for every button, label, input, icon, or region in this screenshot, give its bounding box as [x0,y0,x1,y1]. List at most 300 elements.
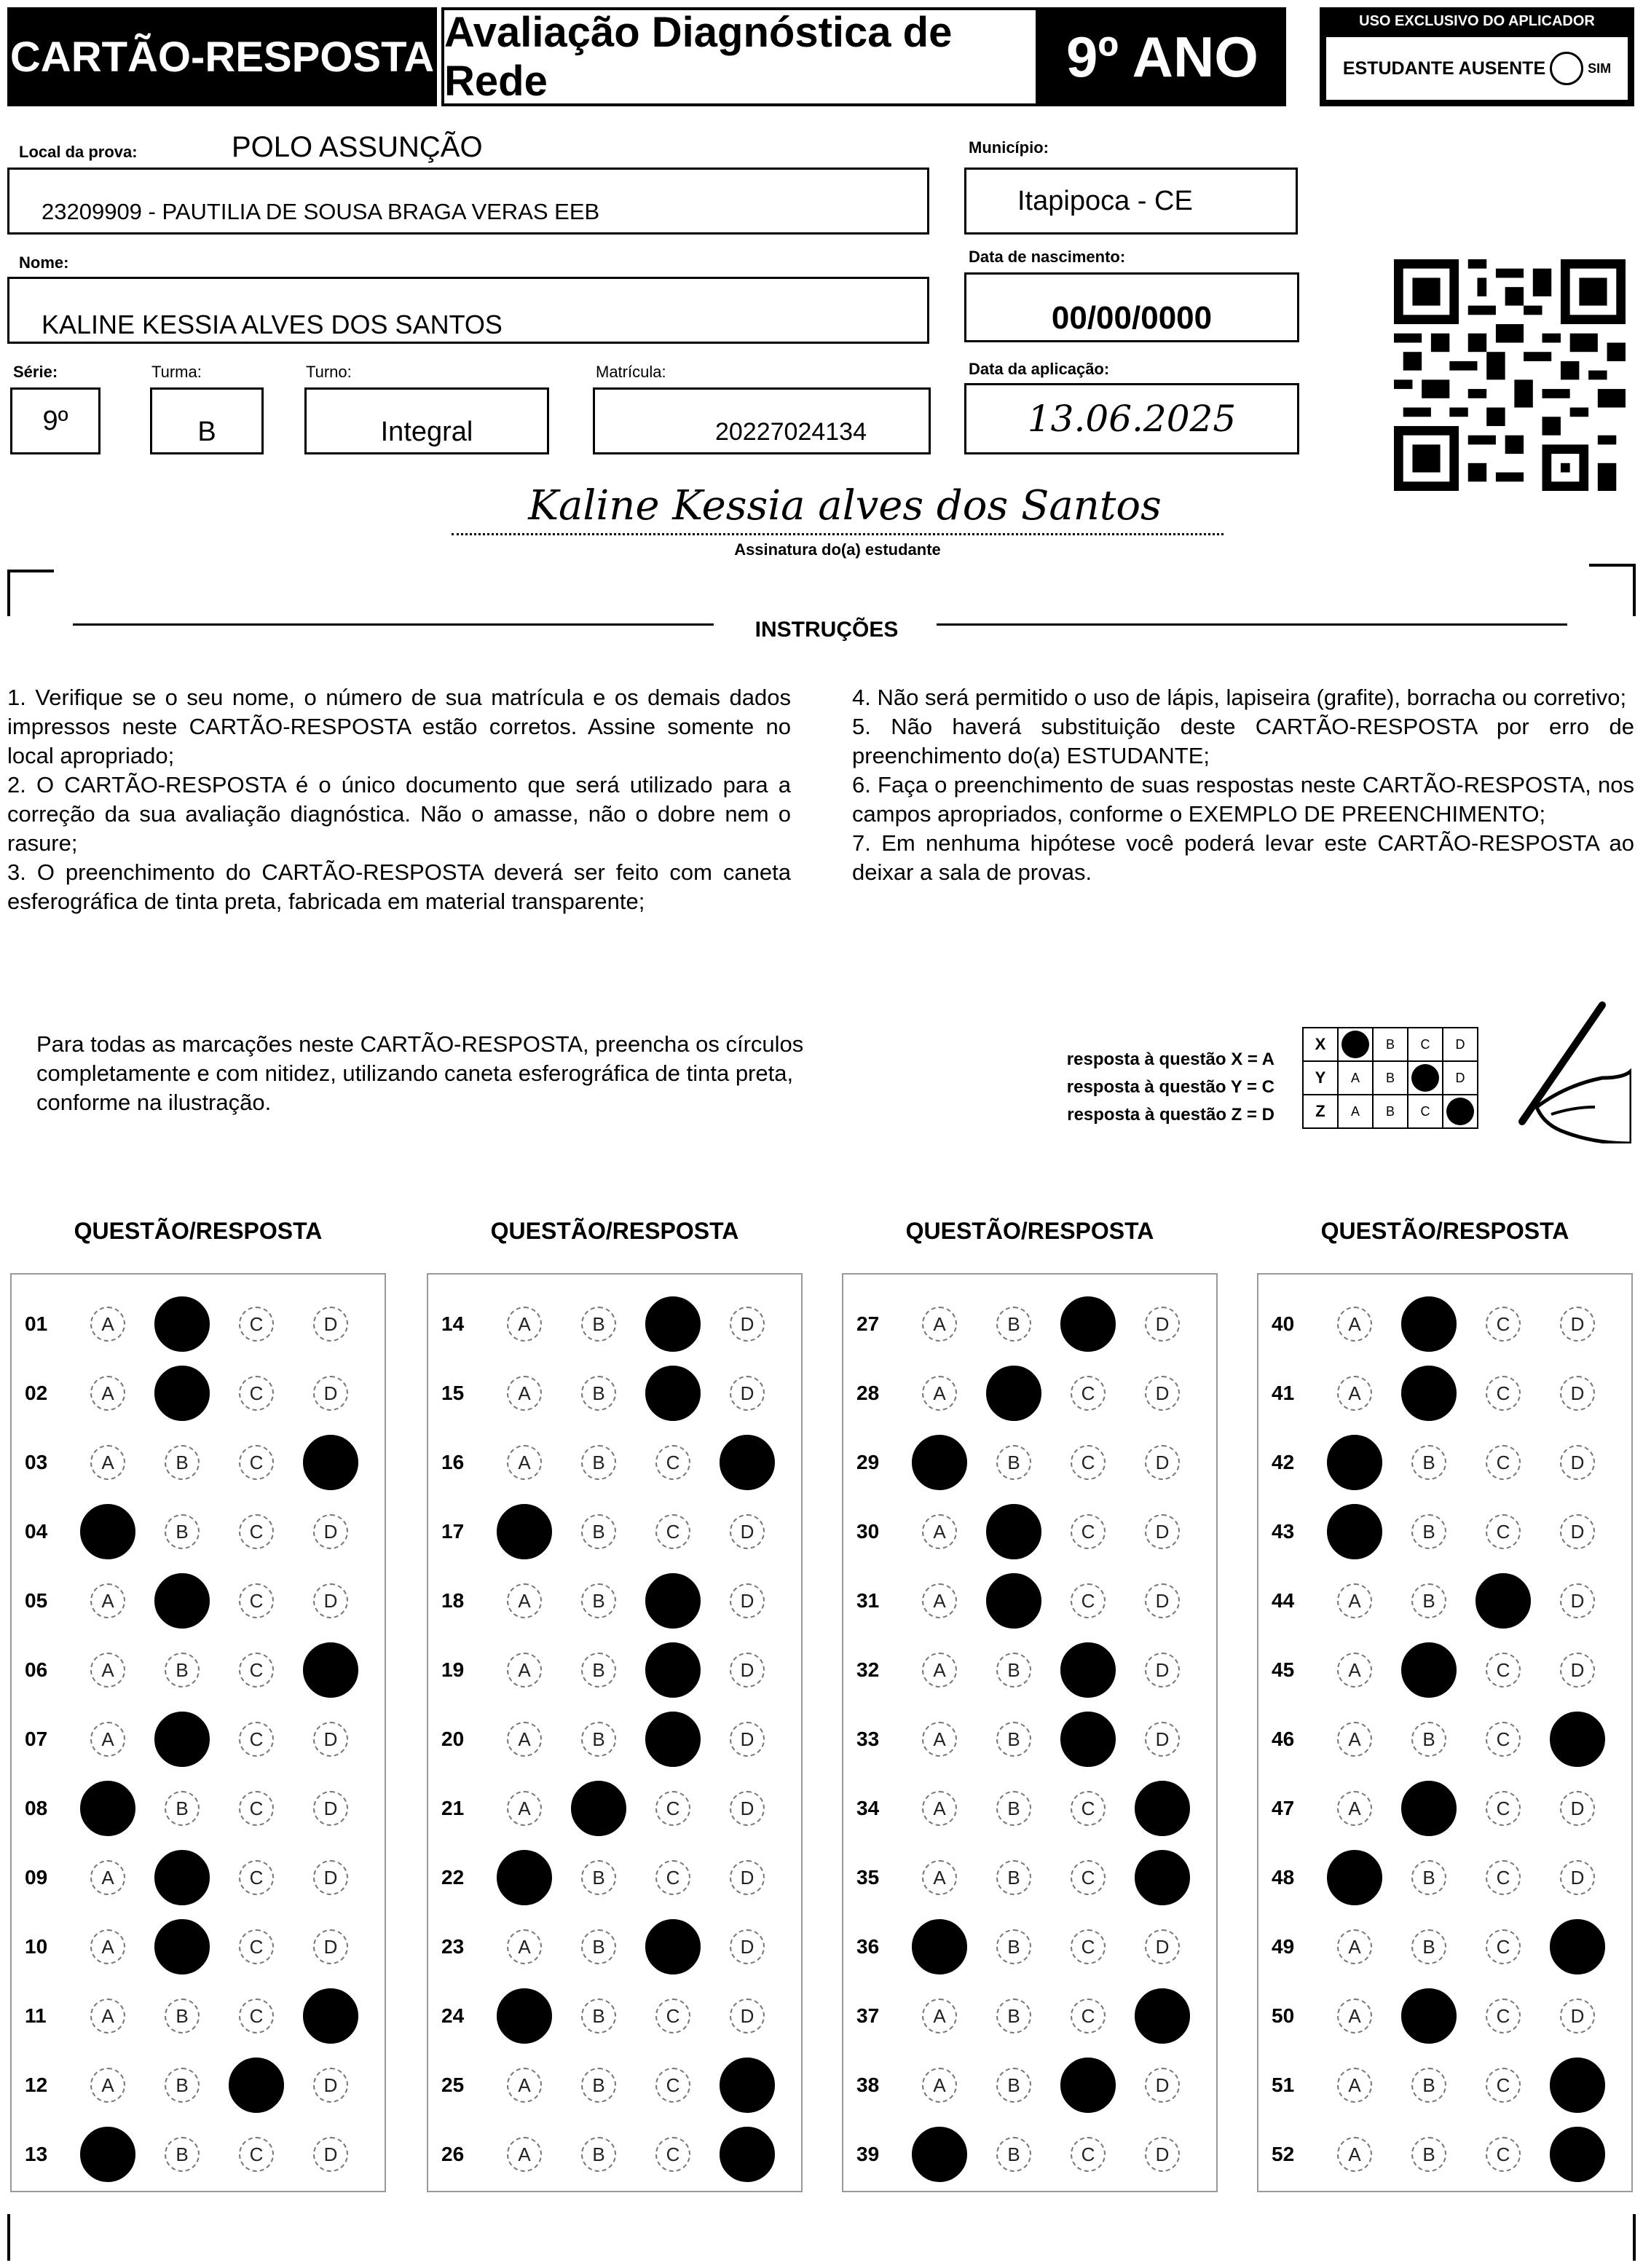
answer-bubble[interactable] [1411,1860,1446,1895]
answer-row [12,1579,387,1623]
answer-bubble[interactable] [581,1860,616,1895]
question-number: 47 [1272,1797,1295,1819]
answer-option-label: B [176,1520,189,1543]
answer-bubble[interactable] [90,1653,125,1688]
answer-bubble[interactable] [313,1929,348,1964]
answer-bubble[interactable] [996,1653,1031,1688]
instruction-7: 7. Em nenhuma hipótese você poderá levar este CARTÃO-RESPOSTA ao deixar a sala de provas. [852,830,1634,885]
answer-bubble-filled[interactable] [645,1296,701,1352]
answer-bubble[interactable] [581,1514,616,1549]
answer-bubble-filled[interactable] [303,1642,358,1698]
answer-bubble[interactable] [1486,2137,1521,2172]
answer-row [843,1717,1219,1761]
answer-bubble[interactable] [655,1445,690,1480]
answer-option-label: B [1007,2143,1020,2165]
answer-bubble[interactable] [239,1445,274,1480]
answer-bubble[interactable] [1071,1376,1106,1411]
answer-bubble-filled[interactable] [1401,1988,1457,2044]
question-number: 49 [1272,1935,1295,1958]
answer-bubble[interactable] [90,1376,125,1411]
answer-bubble-filled[interactable] [571,1781,626,1836]
answer-bubble[interactable] [996,1307,1031,1342]
answer-bubble-filled[interactable] [1327,1850,1382,1905]
answer-option-label: D [1155,1312,1170,1335]
answer-bubble[interactable] [1071,1583,1106,1618]
answer-bubble-filled[interactable] [1401,1642,1457,1698]
answer-bubble[interactable] [239,1307,274,1342]
answer-row [428,1994,804,2038]
example-filled-bubble [1341,1031,1369,1058]
answer-bubble[interactable] [581,1653,616,1688]
example-bubble-cell [1373,1028,1408,1061]
answer-bubble[interactable] [507,1929,542,1964]
question-number: 24 [441,2004,465,2027]
question-number: 42 [1272,1451,1295,1473]
answer-bubble[interactable] [1145,1929,1180,1964]
answer-bubble[interactable] [1411,1722,1446,1757]
question-number: 18 [441,1589,465,1612]
answer-option-label: A [101,1728,114,1750]
answer-bubble[interactable] [1145,1514,1180,1549]
answer-bubble[interactable] [90,1307,125,1342]
answer-option-label: B [1422,2143,1435,2165]
answer-bubble[interactable] [922,1791,957,1826]
answer-row [12,1302,387,1346]
answer-bubble[interactable] [1560,1583,1595,1618]
answer-column [842,1273,1218,2192]
example-row [1303,1061,1478,1095]
answer-option-label: B [176,1451,189,1473]
answer-bubble[interactable] [922,1514,957,1549]
answer-bubble[interactable] [1560,1791,1595,1826]
answer-bubble[interactable] [313,1860,348,1895]
answer-bubble[interactable] [239,2137,274,2172]
answer-bubble[interactable] [581,1929,616,1964]
answer-bubble[interactable] [581,1722,616,1757]
answer-bubble[interactable] [1145,1653,1180,1688]
answer-bubble[interactable] [1145,1722,1180,1757]
answer-bubble[interactable] [1337,1307,1372,1342]
answer-bubble-filled[interactable] [229,2058,284,2113]
answer-bubble[interactable] [1486,1307,1521,1342]
answer-bubble-filled[interactable] [1550,1712,1605,1767]
answer-bubble[interactable] [581,2068,616,2103]
answer-option-label: C [666,2074,680,2096]
answer-bubble-filled[interactable] [154,1712,210,1767]
answer-option-label: D [1155,1935,1170,1958]
answer-bubble[interactable] [581,1583,616,1618]
answer-option-label: B [1007,1658,1020,1681]
answer-bubble[interactable] [1560,1514,1595,1549]
question-number: 33 [856,1728,880,1750]
answer-bubble[interactable] [581,1376,616,1411]
answer-bubble-filled[interactable] [1327,1504,1382,1559]
answer-bubble[interactable] [1560,1653,1595,1688]
answer-bubble-filled[interactable] [303,1435,358,1490]
answer-row [843,1371,1219,1415]
answer-bubble-filled[interactable] [303,1988,358,2044]
answer-bubble[interactable] [90,1722,125,1757]
answer-bubble-filled[interactable] [645,1573,701,1629]
answer-option-label: A [101,2004,114,2027]
answer-option-label: A [1348,1797,1361,1819]
answer-bubble-filled[interactable] [497,1988,552,2044]
question-number: 41 [1272,1382,1295,1404]
answer-bubble[interactable] [90,1999,125,2033]
answer-bubble[interactable] [1486,1860,1521,1895]
answer-bubble[interactable] [1145,1376,1180,1411]
answer-bubble[interactable] [1411,1514,1446,1549]
answer-bubble[interactable] [165,1999,200,2033]
answer-bubble[interactable] [996,1445,1031,1480]
answer-bubble[interactable] [1071,1445,1106,1480]
answer-bubble[interactable] [922,1999,957,2033]
answer-bubble[interactable] [1337,2068,1372,2103]
answer-bubble[interactable] [239,1376,274,1411]
answer-bubble-filled[interactable] [154,1366,210,1421]
answer-bubble[interactable] [1337,1653,1372,1688]
answer-option-label: A [1348,2074,1361,2096]
example-legend-x: resposta à questão X = A [1066,1050,1274,1069]
question-number: 27 [856,1312,880,1335]
answer-bubble-filled[interactable] [912,2127,967,2182]
answer-bubble[interactable] [1560,1999,1595,2033]
answer-bubble[interactable] [1337,1722,1372,1757]
answer-bubble[interactable] [1337,1791,1372,1826]
answer-bubble[interactable] [1560,1376,1595,1411]
question-number: 40 [1272,1312,1295,1335]
answer-bubble[interactable] [1486,1999,1521,2033]
example-option-label: A [1350,1103,1360,1119]
answer-bubble[interactable] [730,1653,765,1688]
answer-option-label: C [666,1451,680,1473]
answer-bubble[interactable] [90,1860,125,1895]
answer-bubble[interactable] [730,1929,765,1964]
answer-bubble[interactable] [1486,1653,1521,1688]
answer-bubble[interactable] [655,2068,690,2103]
answer-bubble[interactable] [1486,1722,1521,1757]
answer-bubble[interactable] [507,1791,542,1826]
answer-option-label: C [1496,1728,1510,1750]
answer-bubble-filled[interactable] [720,1435,775,1490]
instruction-4: 4. Não será permitido o uso de lápis, lapiseira (grafite), borracha ou corretivo; [852,685,1627,710]
answer-bubble-filled[interactable] [1401,1296,1457,1352]
answer-bubble[interactable] [165,1791,200,1826]
answer-bubble[interactable] [239,1999,274,2033]
answer-bubble[interactable] [996,2137,1031,2172]
answer-bubble[interactable] [730,1999,765,2033]
answer-bubble[interactable] [507,1307,542,1342]
answer-bubble-filled[interactable] [1060,1642,1116,1698]
example-row [1303,1095,1478,1128]
answer-bubble[interactable] [1486,1514,1521,1549]
turma-label: Turma: [151,363,202,381]
answer-bubble[interactable] [1486,1929,1521,1964]
answer-bubble-filled[interactable] [1475,1573,1531,1629]
answer-bubble[interactable] [165,1445,200,1480]
answer-bubble[interactable] [1071,1929,1106,1964]
answer-bubble-filled[interactable] [645,1712,701,1767]
answer-option-label: C [666,2004,680,2027]
answer-option-label: C [249,2004,264,2027]
answer-bubble[interactable] [655,2137,690,2172]
answer-bubble[interactable] [1071,1514,1106,1549]
answer-bubble[interactable] [996,1860,1031,1895]
answer-bubble[interactable] [239,1722,274,1757]
answer-option-label: C [249,1797,264,1819]
answer-bubble-filled[interactable] [154,1573,210,1629]
example-legend [990,1046,1274,1129]
answer-bubble[interactable] [507,1445,542,1480]
answer-bubble[interactable] [1071,1860,1106,1895]
answer-option-label: B [592,1451,605,1473]
answer-bubble[interactable] [1145,2068,1180,2103]
answer-bubble[interactable] [239,1791,274,1826]
answer-option-label: C [1496,1935,1510,1958]
answer-bubble-filled[interactable] [80,1781,135,1836]
answer-option-label: B [1007,1866,1020,1889]
answer-bubble-filled[interactable] [1135,1781,1190,1836]
answer-bubble-filled[interactable] [497,1504,552,1559]
answer-bubble[interactable] [507,2137,542,2172]
answer-bubble[interactable] [730,1583,765,1618]
answer-bubble[interactable] [1145,1583,1180,1618]
answer-bubble[interactable] [313,1791,348,1826]
answer-bubble[interactable] [313,2068,348,2103]
answer-bubble[interactable] [730,1722,765,1757]
answer-bubble[interactable] [1560,1860,1595,1895]
answer-bubble[interactable] [1411,1583,1446,1618]
answer-bubble[interactable] [922,1307,957,1342]
answer-bubble-filled[interactable] [912,1919,967,1974]
answer-bubble-filled[interactable] [497,1850,552,1905]
answer-bubble[interactable] [313,1583,348,1618]
answer-bubble-filled[interactable] [154,1919,210,1974]
answer-bubble[interactable] [581,1307,616,1342]
answer-bubble[interactable] [1337,1376,1372,1411]
answer-option-label: D [1570,1382,1585,1404]
answer-bubble[interactable] [655,1860,690,1895]
answer-column-title: QUESTÃO/RESPOSTA [1320,1218,1569,1244]
answer-bubble[interactable] [313,1307,348,1342]
absent-checkbox[interactable] [1550,52,1583,85]
answer-option-label: D [323,2074,338,2096]
serie-field [10,387,101,454]
answer-bubble[interactable] [165,1514,200,1549]
answer-bubble[interactable] [90,1445,125,1480]
answer-bubble-filled[interactable] [912,1435,967,1490]
answer-option-label: A [1348,2143,1361,2165]
answer-option-label: C [249,2143,264,2165]
answer-bubble-filled[interactable] [1327,1435,1382,1490]
example-table-wrap [1302,1027,1478,1129]
answer-bubble-filled[interactable] [1550,2127,1605,2182]
answer-bubble[interactable] [239,1583,274,1618]
answer-bubble-filled[interactable] [986,1504,1041,1559]
answer-bubble-filled[interactable] [645,1642,701,1698]
answer-bubble[interactable] [507,1653,542,1688]
answer-bubble[interactable] [313,1514,348,1549]
answer-bubble[interactable] [922,1376,957,1411]
answer-bubble[interactable] [90,1929,125,1964]
answer-bubble[interactable] [922,2068,957,2103]
answer-bubble[interactable] [313,1376,348,1411]
question-number: 39 [856,2143,880,2165]
example-option-label: B [1385,1070,1395,1085]
answer-bubble-filled[interactable] [720,2058,775,2113]
answer-bubble-filled[interactable] [645,1366,701,1421]
answer-bubble[interactable] [655,1999,690,2033]
answer-bubble[interactable] [922,1860,957,1895]
answer-bubble[interactable] [581,1999,616,2033]
answer-row [843,1648,1219,1692]
answer-bubble-filled[interactable] [1060,1712,1116,1767]
answer-option-label: D [740,1728,754,1750]
answer-bubble[interactable] [1337,1929,1372,1964]
answer-bubble[interactable] [730,1791,765,1826]
answer-bubble[interactable] [165,2068,200,2103]
answer-bubble[interactable] [1411,2068,1446,2103]
answer-option-label: C [1496,1658,1510,1681]
answer-option-label: D [1155,1451,1170,1473]
example-legend-z: resposta à questão Z = D [1067,1105,1274,1125]
example-bubble-cell [1443,1095,1478,1128]
answer-option-label: C [249,1520,264,1543]
hand-pen-icon [1486,998,1631,1143]
answer-bubble[interactable] [1337,2137,1372,2172]
answer-bubble[interactable] [239,1860,274,1895]
answer-bubble[interactable] [655,1791,690,1826]
question-number: 31 [856,1589,880,1612]
answer-bubble[interactable] [730,1860,765,1895]
answer-option-label: A [933,1866,946,1889]
question-number: 19 [441,1658,465,1681]
answer-option-label: A [101,1382,114,1404]
example-bubble-cell [1443,1028,1478,1061]
answer-bubble-filled[interactable] [80,2127,135,2182]
answer-option-label: D [1570,1866,1585,1889]
answer-bubble[interactable] [313,2137,348,2172]
answer-bubble-filled[interactable] [80,1504,135,1559]
answer-option-label: A [101,1451,114,1473]
answer-bubble[interactable] [730,1307,765,1342]
answer-option-label: C [1081,1935,1095,1958]
answer-bubble[interactable] [1145,2137,1180,2172]
signature-line [452,533,1224,535]
answer-bubble[interactable] [730,1514,765,1549]
answer-bubble[interactable] [165,2137,200,2172]
answer-row [12,2063,387,2107]
answer-bubble-filled[interactable] [645,1919,701,1974]
answer-bubble[interactable] [1560,1445,1595,1480]
answer-row [428,1302,804,1346]
answer-bubble[interactable] [1411,1445,1446,1480]
answer-bubble[interactable] [655,1514,690,1549]
answer-option-label: A [518,1382,531,1404]
answer-bubble[interactable] [239,1929,274,1964]
answer-bubble[interactable] [165,1653,200,1688]
answer-bubble[interactable] [1337,1583,1372,1618]
answer-bubble-filled[interactable] [1060,1296,1116,1352]
answer-bubble-filled[interactable] [1550,2058,1605,2113]
answer-bubble-filled[interactable] [986,1573,1041,1629]
answer-bubble[interactable] [1560,1307,1595,1342]
answer-bubble[interactable] [1071,1791,1106,1826]
question-number: 12 [25,2074,48,2096]
answer-bubble[interactable] [90,1583,125,1618]
answer-option-label: D [740,1520,754,1543]
answer-bubble[interactable] [996,1791,1031,1826]
nascimento-value: 00/00/0000 [1051,300,1213,336]
answer-row [428,1856,804,1899]
answer-bubble[interactable] [1145,1445,1180,1480]
answer-bubble[interactable] [1486,2068,1521,2103]
answer-bubble-filled[interactable] [154,1850,210,1905]
answer-bubble[interactable] [239,1653,274,1688]
answer-bubble[interactable] [1411,1929,1446,1964]
question-number: 50 [1272,2004,1295,2027]
answer-bubble[interactable] [507,1583,542,1618]
answer-bubble[interactable] [239,1514,274,1549]
answer-bubble[interactable] [507,1376,542,1411]
answer-option-label: C [666,2143,680,2165]
answer-bubble[interactable] [313,1722,348,1757]
answer-row [428,1510,804,1554]
answer-bubble[interactable] [996,1929,1031,1964]
answer-bubble[interactable] [1411,2137,1446,2172]
answer-option-label: D [740,2004,754,2027]
answer-bubble[interactable] [1071,1999,1106,2033]
answer-bubble-filled[interactable] [154,1296,210,1352]
answer-bubble-filled[interactable] [1401,1781,1457,1836]
answer-bubble-filled[interactable] [1060,2058,1116,2113]
answer-bubble[interactable] [1486,1376,1521,1411]
answer-option-label: D [1155,1728,1170,1750]
question-number: 23 [441,1935,465,1958]
answer-bubble[interactable] [996,1999,1031,2033]
answer-bubble[interactable] [996,2068,1031,2103]
answer-bubble[interactable] [922,1653,957,1688]
answer-bubble-filled[interactable] [1550,1919,1605,1974]
answer-bubble[interactable] [507,1722,542,1757]
answer-bubble[interactable] [507,2068,542,2103]
answer-bubble[interactable] [1486,1445,1521,1480]
answer-option-label: A [101,1935,114,1958]
answer-bubble[interactable] [996,1722,1031,1757]
answer-bubble-filled[interactable] [986,1366,1041,1421]
answer-bubble-filled[interactable] [1401,1366,1457,1421]
answer-option-label: A [518,2074,531,2096]
answer-option-label: D [1570,1797,1585,1819]
answer-bubble[interactable] [730,1376,765,1411]
answer-bubble[interactable] [1071,2137,1106,2172]
answer-bubble[interactable] [581,1445,616,1480]
qr-code-image [1394,259,1626,491]
answer-bubble[interactable] [1337,1999,1372,2033]
answer-bubble-filled[interactable] [1135,1988,1190,2044]
answer-bubble[interactable] [1145,1307,1180,1342]
answer-bubble[interactable] [922,1722,957,1757]
answer-bubble-filled[interactable] [720,2127,775,2182]
answer-bubble-filled[interactable] [1135,1850,1190,1905]
serie-label: Série: [13,363,58,381]
question-number: 01 [25,1312,48,1335]
answer-bubble[interactable] [90,2068,125,2103]
answer-bubble[interactable] [1486,1791,1521,1826]
answer-option-label: D [1155,1658,1170,1681]
answer-bubble[interactable] [922,1583,957,1618]
answer-bubble[interactable] [581,2137,616,2172]
